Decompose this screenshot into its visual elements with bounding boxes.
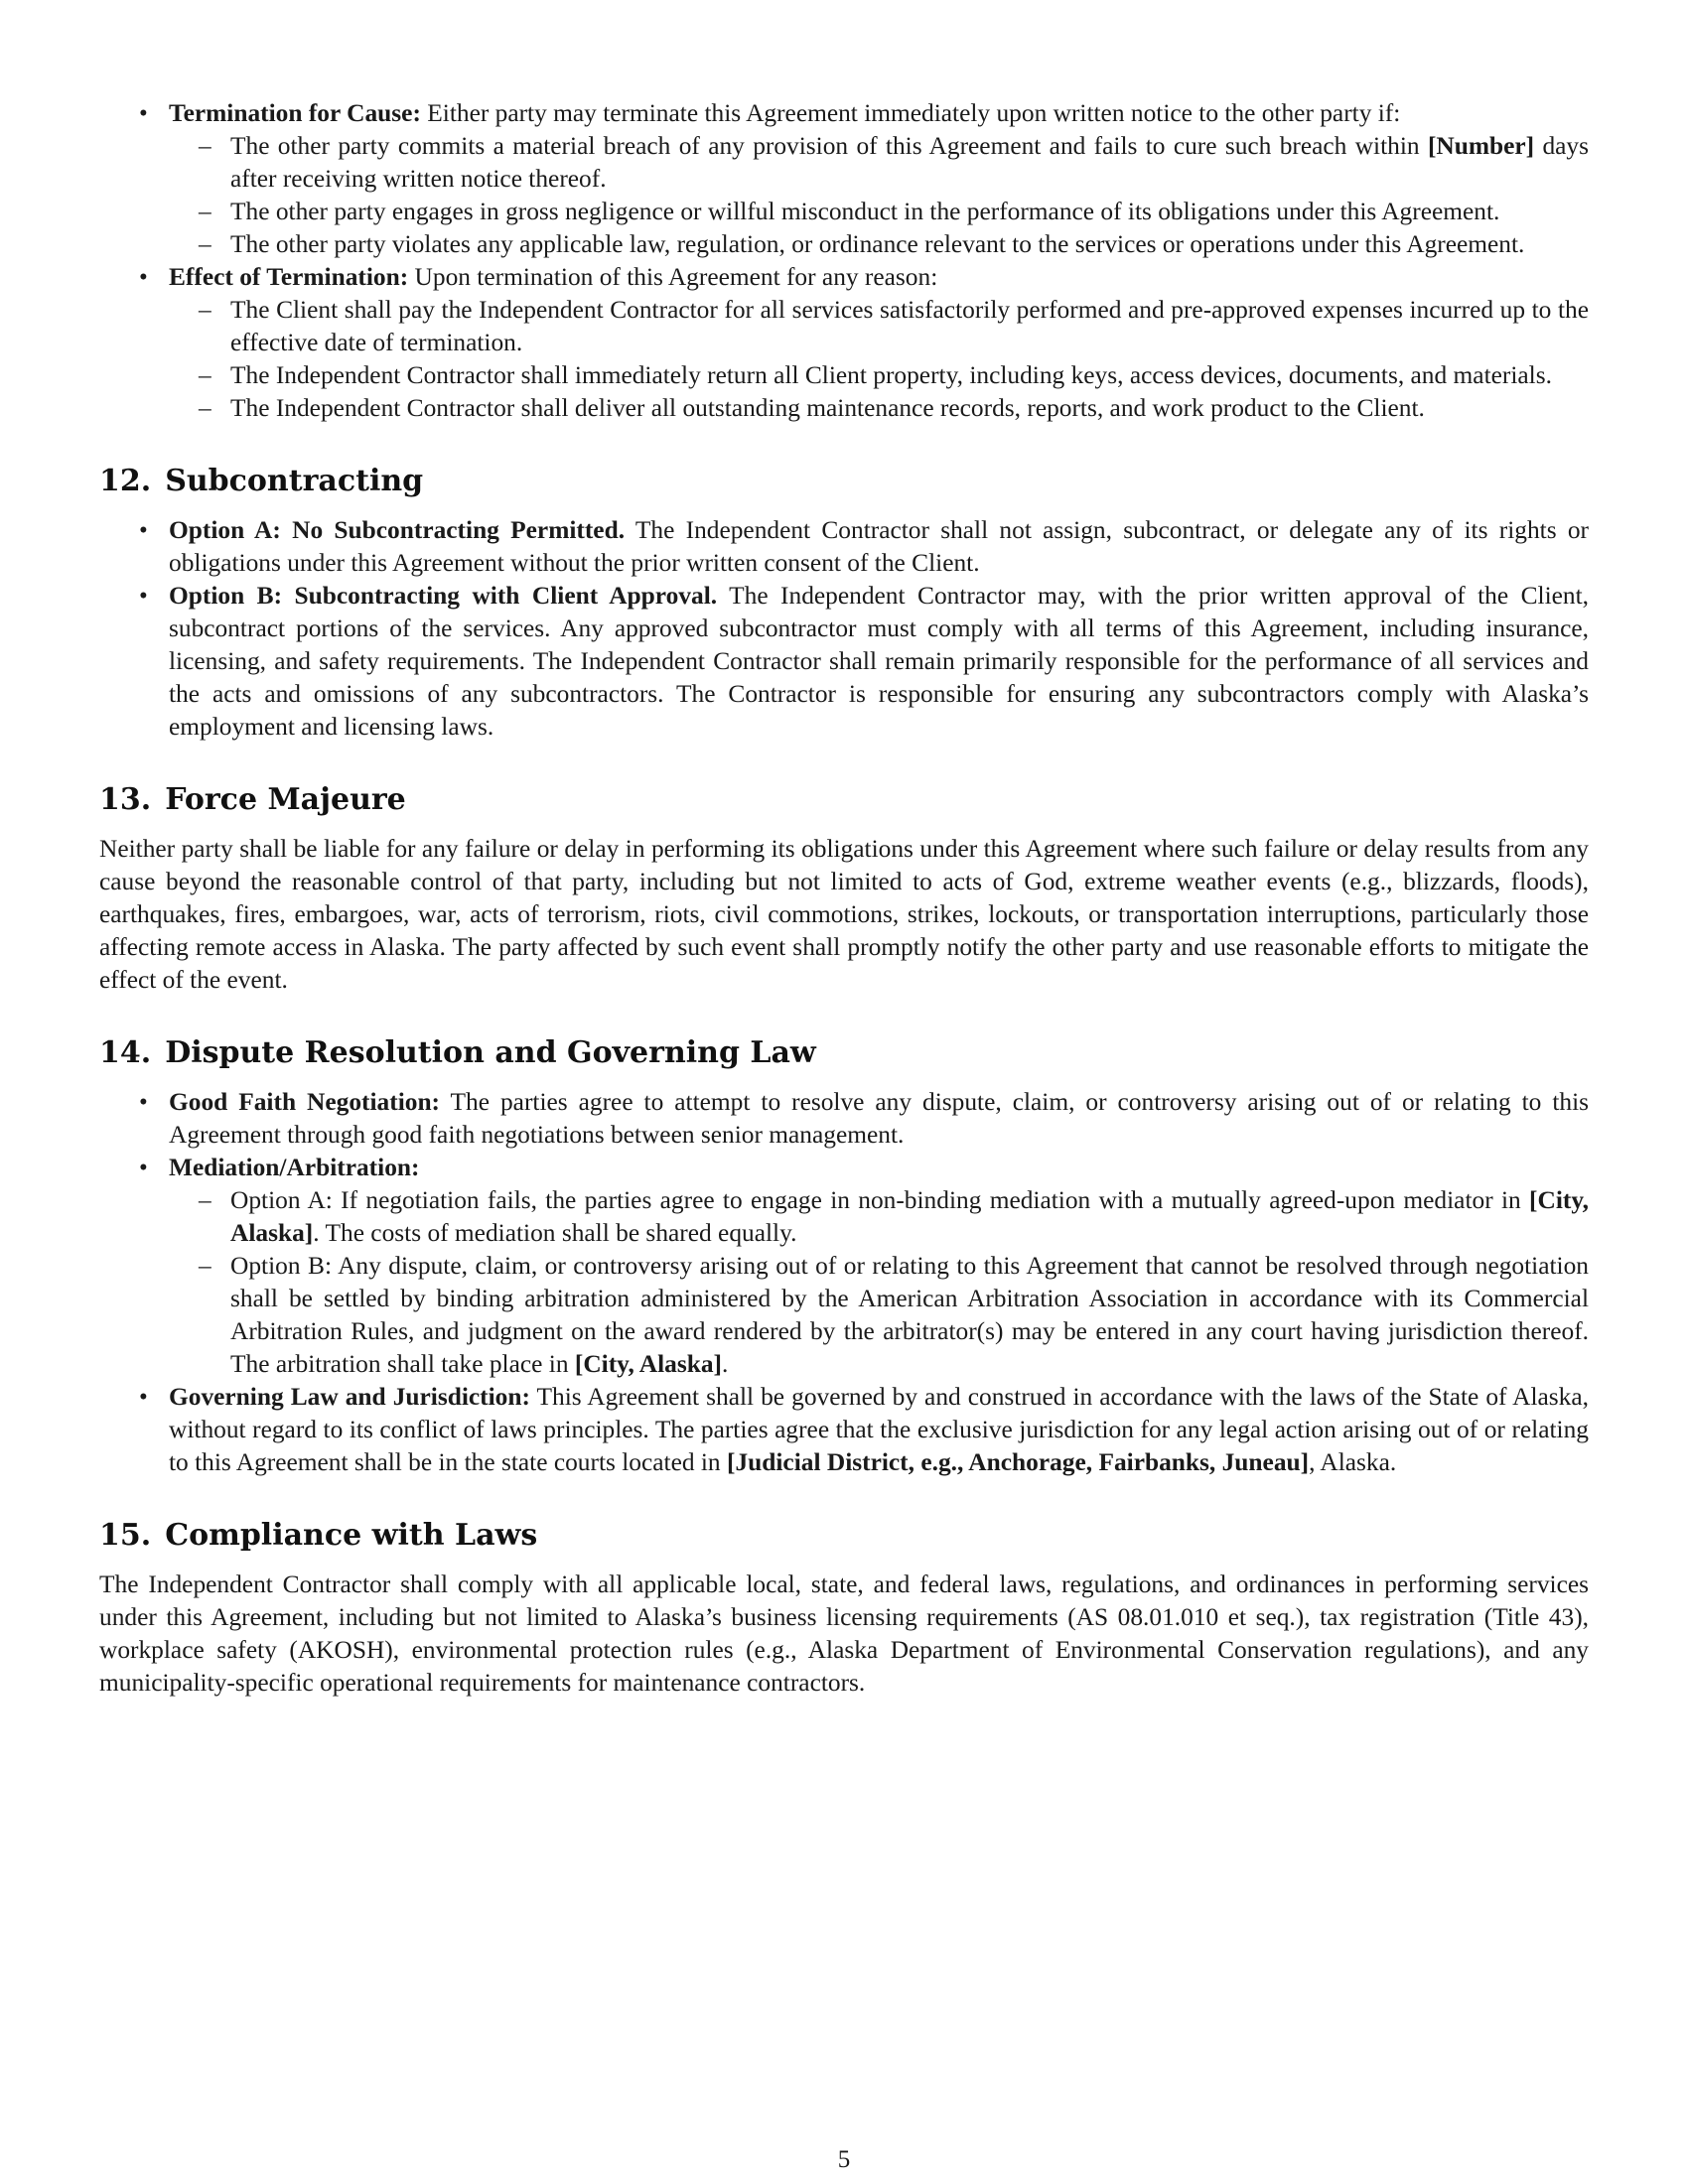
option-a-label: Option A: No Subcontracting Permitted. xyxy=(169,516,626,544)
list-item xyxy=(230,130,1589,196)
section-14 xyxy=(99,1034,1589,1479)
page-number: 5 xyxy=(837,2146,851,2173)
list-item xyxy=(169,1152,1589,1381)
option-b-label: Option B: Subcontracting with Client Approval. xyxy=(169,582,718,610)
dispute-resolution-list xyxy=(99,1086,1589,1479)
list-item-text: . The costs of mediation shall be shared equally. xyxy=(313,1219,797,1247)
section-title: Dispute Resolution and Governing Law xyxy=(165,1035,816,1070)
termination-for-cause-sublist xyxy=(169,130,1589,261)
list-item-text: The other party commits a material breach of any provision of this Agreement and fails to cure such breach within xyxy=(230,132,1428,160)
subcontracting-list xyxy=(99,514,1589,744)
good-faith-label: Good Faith Negotiation: xyxy=(169,1088,441,1116)
option-a-text: The Independent Contractor shall not assign, subcontract, or delegate any of its rights or obligations under this Agreement without the prior written consent of the Client. xyxy=(169,516,1589,577)
section-14-heading xyxy=(99,1034,1589,1072)
termination-for-cause-item xyxy=(169,97,1589,261)
section-title: Force Majeure xyxy=(165,782,406,817)
termination-for-cause-label: Termination for Cause: xyxy=(169,99,421,127)
list-item: – The Independent Contractor shall immediately return all Client property, including keys, access devices, documents, and materials. xyxy=(230,359,1589,392)
list-item-text: Option B: Any dispute, claim, or controversy arising out of or relating to this Agreement that cannot be resolved through negotiation shall be settled by binding arbitration administered by the American Arbitration Association in accordance with its Commercial Arbitration Rules, and judgment on the award rendered by the arbitrator(s) may be entered in any court having jurisdiction thereof. The arbitration shall take place in xyxy=(230,1252,1589,1378)
effect-of-termination-text: Upon termination of this Agreement for any reason: xyxy=(408,263,938,291)
list-item xyxy=(230,196,1589,228)
termination-for-cause-text: Either party may terminate this Agreement immediately upon written notice to the other party if: xyxy=(420,99,1401,127)
option-b-text: The Independent Contractor may, with the prior written approval of the Client, subcontract portions of the services. Any approved subcontractor must comply with all terms of this Agreement, including insurance, licensing, and safety requirements. The Independent Contractor shall remain primarily responsible for the performance of all services and the acts and omissions of any subcontractors. The Contractor is responsible for ensuring any subcontractors comply with Alaska’s employment and licensing laws. xyxy=(169,582,1590,741)
list-item xyxy=(169,514,1589,580)
placeholder-judicial-district: [Judicial District, e.g., Anchorage, Fairbanks, Juneau] xyxy=(726,1448,1310,1476)
compliance-paragraph: The Independent Contractor shall comply with all applicable local, state, and federal laws, regulations, and ordinances in performing services under this Agreement, including but not limited to Alaska’s business licensing requirements (AS 08.01.010 et seq.), tax registration (Title 43), workplace safety (AKOSH), environmental protection rules (e.g., Alaska Department of Environmental Conservation regulations), and any municipality-specific operational requirements for maintenance contractors. xyxy=(99,1570,1589,1697)
section-title: Subcontracting xyxy=(165,464,424,498)
section-number: 12. xyxy=(99,464,152,498)
list-item xyxy=(230,228,1589,261)
section-number: 14. xyxy=(99,1035,152,1070)
list-item: – The Client shall pay the Independent Contractor for all services satisfactorily performed and pre-approved expenses incurred up to the effective date of termination. xyxy=(230,294,1589,359)
mediation-arbitration-sublist xyxy=(169,1184,1589,1381)
placeholder-number: [Number] xyxy=(1427,132,1535,160)
governing-law-label: Governing Law and Jurisdiction: xyxy=(169,1383,530,1411)
effect-of-termination-item xyxy=(169,261,1589,425)
good-faith-text: The parties agree to attempt to resolve any dispute, claim, or controversy arising out of or relating to this Agreement through good faith negotiations between senior management. xyxy=(169,1088,1590,1149)
termination-list xyxy=(99,97,1589,425)
list-item-text: Option A: If negotiation fails, the parties agree to engage in non-binding mediation with a mutually agreed-upon mediator in xyxy=(230,1186,1530,1214)
effect-of-termination-label: Effect of Termination: xyxy=(169,263,409,291)
list-item xyxy=(230,1184,1589,1250)
list-item-text: The other party engages in gross negligence or willful misconduct in the performance of its obligations under this Agreement. xyxy=(230,198,1500,225)
section-13 xyxy=(99,781,1589,997)
force-majeure-paragraph: Neither party shall be liable for any failure or delay in performing its obligations under this Agreement where such failure or delay results from any cause beyond the reasonable control of that party, including but not limited to acts of God, extreme weather events (e.g., blizzards, floods), earthquakes, fires, embargoes, war, acts of terrorism, riots, civil commotions, strikes, lockouts, or transportation interruptions, particularly those affecting remote access in Alaska. The party affected by such event shall promptly notify the other party and use reasonable efforts to mitigate the effect of the event. xyxy=(99,835,1589,994)
effect-of-termination-sublist xyxy=(169,294,1589,425)
list-item-text: The other party violates any applicable law, regulation, or ordinance relevant to the services or operations under this Agreement. xyxy=(230,230,1525,258)
governing-law-text: This Agreement shall be governed by and construed in accordance with the laws of the State of Alaska, without regard to its conflict of laws principles. The parties agree that the exclusive jurisdiction for any legal action arising out of or relating to this Agreement shall be in the state courts located in xyxy=(169,1383,1589,1476)
placeholder-city: [City, Alaska] xyxy=(574,1350,723,1378)
governing-law-text: , Alaska. xyxy=(1309,1448,1397,1476)
list-item xyxy=(169,1381,1589,1479)
section-title: Compliance with Laws xyxy=(165,1518,538,1553)
list-item xyxy=(230,1250,1589,1381)
section-15 xyxy=(99,1517,1589,1700)
section-13-heading xyxy=(99,781,1589,819)
mediation-arbitration-label: Mediation/Arbitration: xyxy=(169,1154,420,1181)
placeholder-city: [City, Alaska] xyxy=(230,1186,1589,1247)
list-item-text: days after receiving written notice thereof. xyxy=(230,132,1590,193)
list-item-text: . xyxy=(722,1350,729,1378)
section-12-heading xyxy=(99,463,1589,500)
list-item: – The Independent Contractor shall deliver all outstanding maintenance records, reports, and work product to the Client. xyxy=(230,392,1589,425)
list-item xyxy=(169,580,1589,744)
list-item xyxy=(169,1086,1589,1152)
section-number: 13. xyxy=(99,782,152,817)
section-15-heading xyxy=(99,1517,1589,1555)
document-page xyxy=(99,97,1589,1700)
section-12 xyxy=(99,463,1589,744)
section-number: 15. xyxy=(99,1518,152,1553)
